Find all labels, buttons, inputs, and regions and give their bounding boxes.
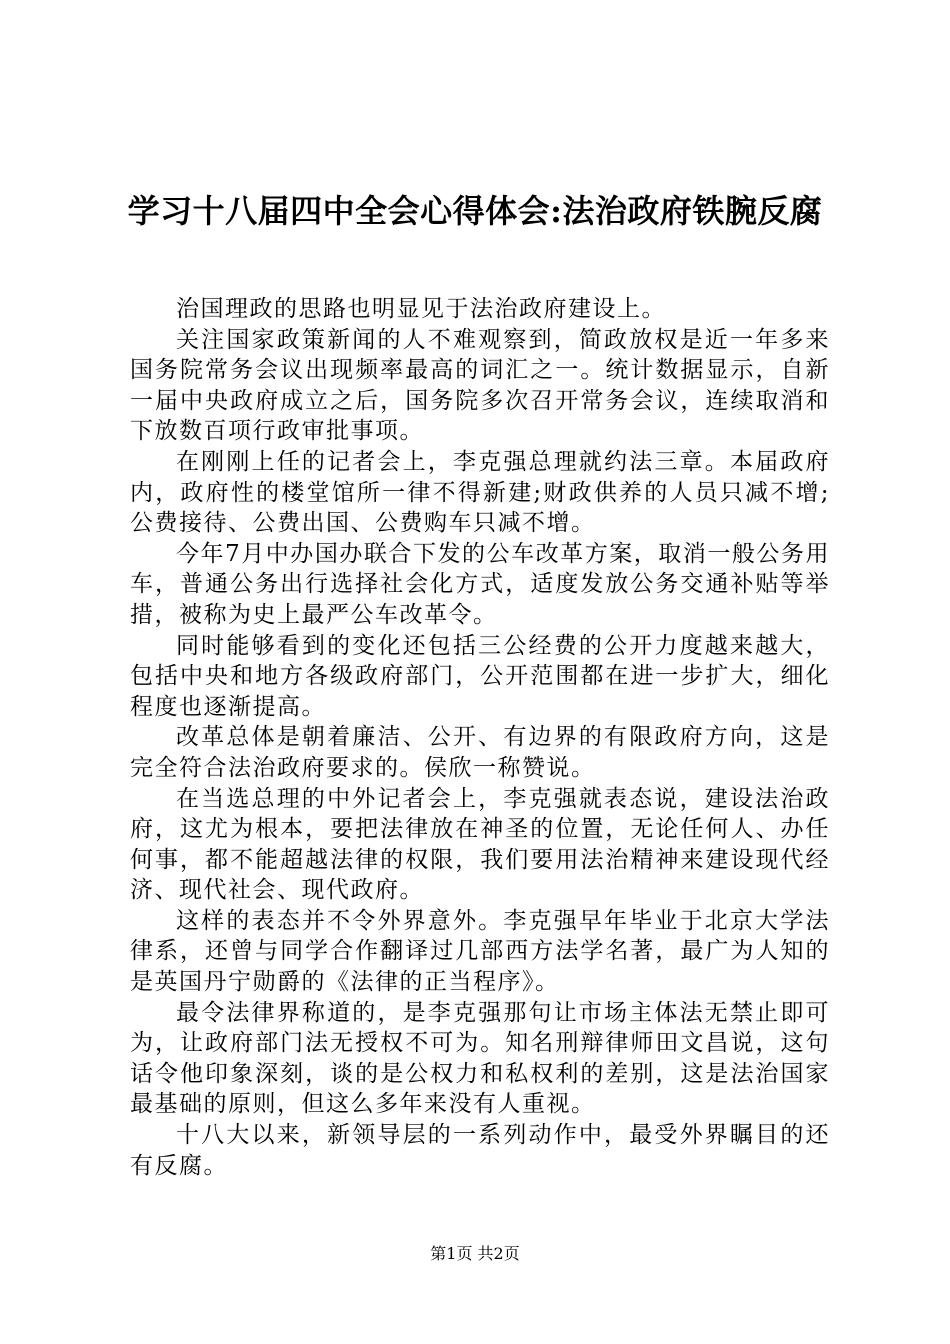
paragraph: 关注国家政策新闻的人不难观察到，简政放权是近一年多来国务院常务会议出现频率最高的词汇之一。统计数据显示，自新一届中央政府成立之后，国务院多次召开常务会议，连续取消和下放数百项行政审批事项。 bbox=[130, 326, 830, 445]
paragraph: 治国理政的思路也明显见于法治政府建设上。 bbox=[176, 296, 666, 322]
paragraph: 同时能够看到的变化还包括三公经费的公开力度越来越大，包括中央和地方各级政府部门，公开范围都在进一步扩大，细化程度也逐渐提高。 bbox=[130, 632, 830, 720]
paragraph: 改革总体是朝着廉洁、公开、有边界的有限政府方向，这是完全符合法治政府要求的。侯欣一称赞说。 bbox=[130, 724, 830, 781]
paragraph: 十八大以来，新领导层的一系列动作中，最受外界瞩目的还有反腐。 bbox=[130, 1122, 830, 1179]
paragraph: 最令法律界称道的，是李克强那句让市场主体法无禁止即可为，让政府部门法无授权不可为。知名刑辩律师田文昌说，这句话令他印象深刻，谈的是公权力和私权利的差别，这是法治国家最基础的原则，但这么多年来没有人重视。 bbox=[130, 999, 830, 1118]
paragraph: 今年7月中办国办联合下发的公车改革方案，取消一般公务用车，普通公务出行选择社会化方式，适度发放公务交通补贴等举措，被称为史上最严公车改革令。 bbox=[130, 540, 830, 628]
paragraph: 这样的表态并不令外界意外。李克强早年毕业于北京大学法律系，还曾与同学合作翻译过几部西方法学名著，最广为人知的是英国丹宁勋爵的《法律的正当程序》。 bbox=[130, 907, 830, 996]
document-title: 学习十八届四中全会心得体会:法治政府铁腕反腐 bbox=[127, 192, 823, 230]
page-number-footer: 第1页 共2页 bbox=[430, 1244, 520, 1263]
paragraph: 在刚刚上任的记者会上，李克强总理就约法三章。本届政府内，政府性的楼堂馆所一律不得新建;财政供养的人员只减不增;公费接待、公费出国、公费购车只减不增。 bbox=[130, 448, 830, 537]
document-body bbox=[130, 294, 830, 1181]
paragraph: 在当选总理的中外记者会上，李克强就表态说，建设法治政府，这尤为根本，要把法律放在神圣的位置，无论任何人、办任何事，都不能超越法律的权限，我们要用法治精神来建设现代经济、现代社会、现代政府。 bbox=[130, 785, 830, 904]
